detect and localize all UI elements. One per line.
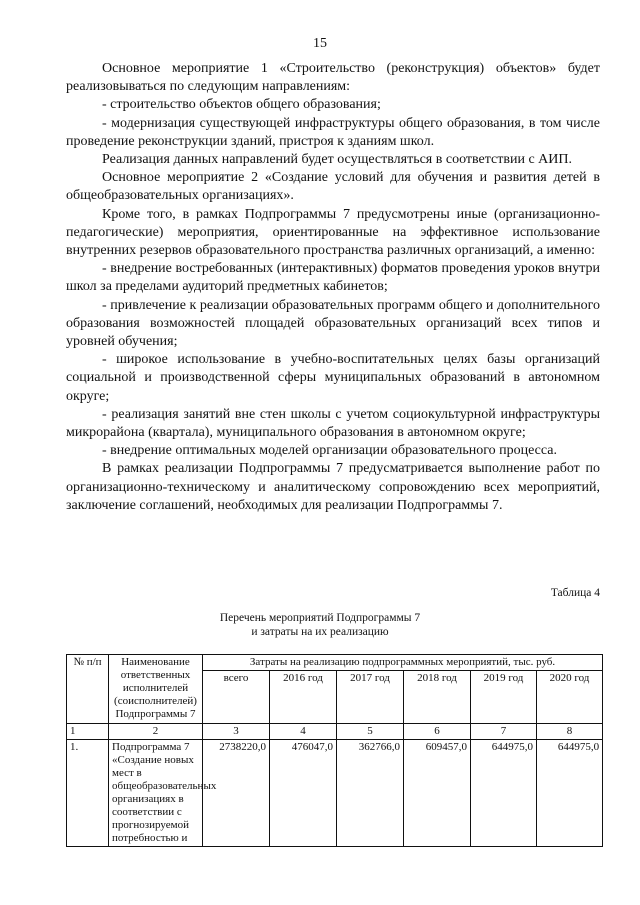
paragraph: - внедрение востребованных (интерактивных) форматов проведения уроков внутри школ за пределами аудиторий предметных кабинетов; xyxy=(66,261,600,295)
paragraph: Реализация данных направлений будет осуществляться в соответствии с АИП. xyxy=(102,152,573,168)
paragraph: - реализация занятий вне стен школы с учетом социокультурной инфраструктуры микрорайона (квартала), муниципального образования в автономном округе; xyxy=(66,406,600,441)
table-caption xyxy=(0,611,640,639)
column-number: 7 xyxy=(471,724,537,740)
header-costs: Затраты на реализацию подпрограммных мероприятий, тыс. руб. xyxy=(203,655,603,671)
header-year: 2016 год xyxy=(270,671,337,724)
column-number: 2 xyxy=(109,724,203,740)
table-caption-line-1: Перечень мероприятий Подпрограммы 7 xyxy=(219,612,421,624)
row-number: 1. xyxy=(67,740,109,847)
header-year: всего xyxy=(203,671,270,724)
row-value: 362766,0 xyxy=(337,740,404,847)
row-value: 609457,0 xyxy=(404,740,471,847)
body-text xyxy=(66,60,600,515)
paragraph: В рамках реализации Подпрограммы 7 предусматривается выполнение работ по организационно-техническому и аналитическому сопровождению всех мероприятий, заключение соглашений, необходимых для реализации Подпрограммы 7. xyxy=(66,461,600,513)
measures-table xyxy=(66,654,603,847)
header-name: Наименование ответственных исполнителей (соисполнителей) Подпрограммы 7 xyxy=(109,655,203,724)
column-number: 8 xyxy=(537,724,603,740)
row-value: 644975,0 xyxy=(471,740,537,847)
row-value: 476047,0 xyxy=(270,740,337,847)
paragraph: - широкое использование в учебно-воспитательных целях базы организаций социальной и производственной сферы муниципальных образований в автономном округе; xyxy=(66,352,600,404)
paragraph: - привлечение к реализации образовательных программ общего и дополнительного образования возможностей площадей образовательных организаций всех типов и уровней обучения; xyxy=(66,297,600,350)
column-numbers-row xyxy=(67,724,603,740)
header-year: 2020 год xyxy=(537,671,603,724)
paragraph: - внедрение оптимальных моделей организации образовательного процесса. xyxy=(102,443,557,459)
table-row xyxy=(67,740,603,847)
column-number: 3 xyxy=(203,724,270,740)
column-number: 6 xyxy=(404,724,471,740)
paragraph: - строительство объектов общего образования; xyxy=(102,97,381,113)
header-year: 2017 год xyxy=(337,671,404,724)
page-number: 15 xyxy=(313,36,327,51)
header-num: № п/п xyxy=(67,655,109,724)
column-number: 4 xyxy=(270,724,337,740)
row-value: 644975,0 xyxy=(537,740,603,847)
paragraph: Основное мероприятие 1 «Строительство (реконструкция) объектов» будет реализовываться по следующим направлениям: xyxy=(66,61,600,95)
paragraph: Основное мероприятие 2 «Создание условий для обучения и развития детей в общеобразовательных организациях». xyxy=(66,170,600,204)
table-caption-line-2: и затраты на их реализацию xyxy=(251,626,389,638)
table-label: Таблица 4 xyxy=(550,587,600,599)
column-number: 5 xyxy=(337,724,404,740)
header-year: 2019 год xyxy=(471,671,537,724)
paragraph: Кроме того, в рамках Подпрограммы 7 предусмотрены иные (организационно-педагогические) мероприятия, ориентированные на эффективное использование внутренних резервов образовательного пространства различных организаций, а именно: xyxy=(66,206,600,259)
paragraph: - модернизация существующей инфраструктуры общего образования, в том числе проведение реконструкции зданий, пристроя к зданиям школ. xyxy=(66,115,600,149)
row-name: Подпрограмма 7 «Создание новых мест в общеобразовательных организациях в соответствии с прогнозируемой потребностью и xyxy=(109,740,203,847)
table-header-row-1 xyxy=(67,655,603,671)
column-number: 1 xyxy=(67,724,109,740)
header-year: 2018 год xyxy=(404,671,471,724)
row-value: 2738220,0 xyxy=(203,740,270,847)
